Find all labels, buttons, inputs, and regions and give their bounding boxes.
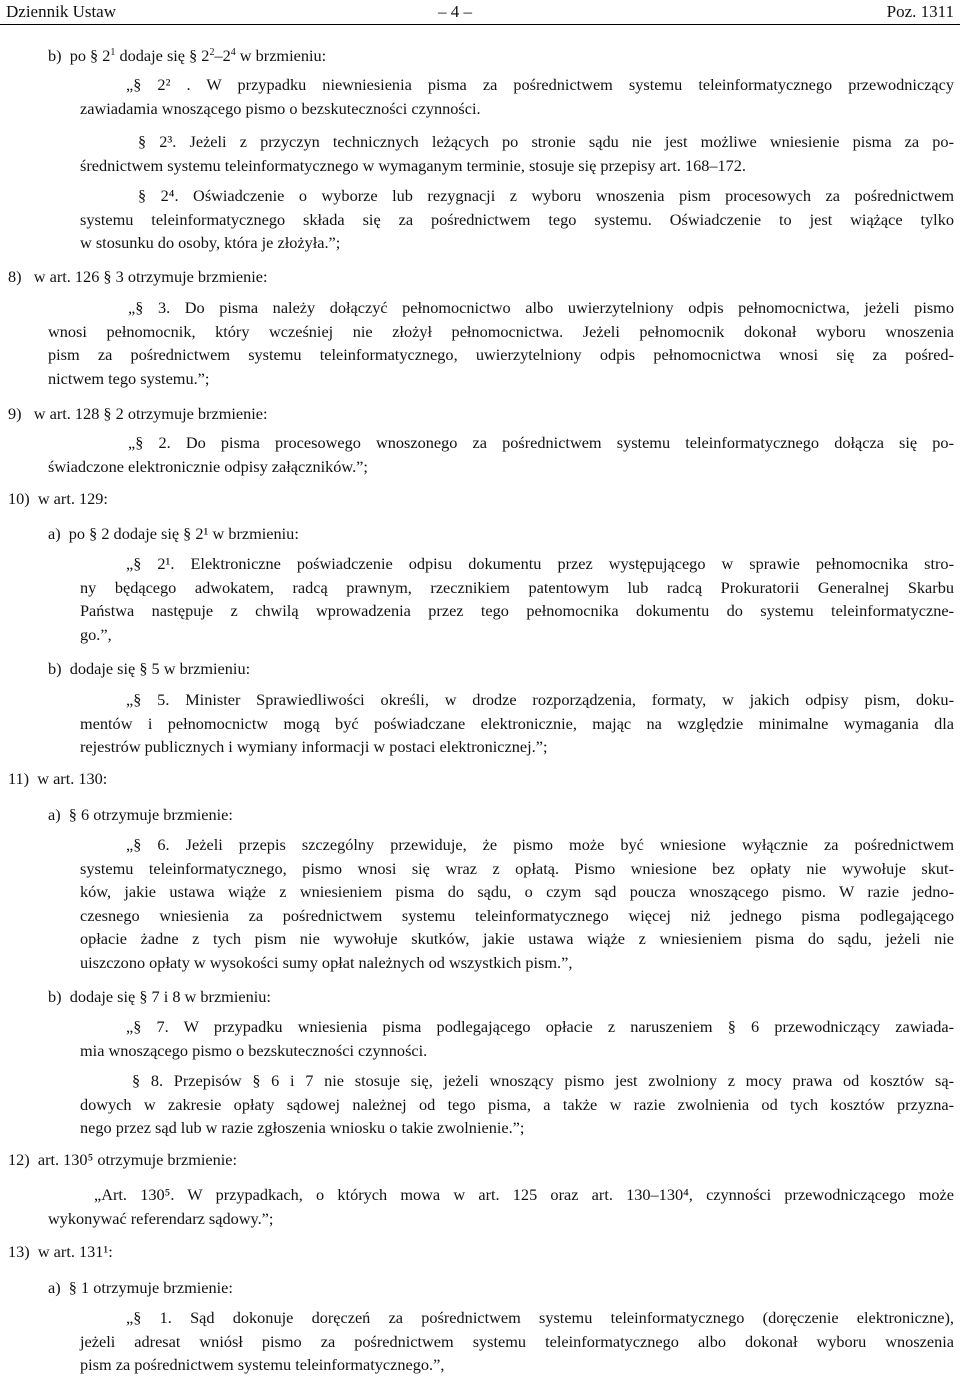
paragraph-art-130-6: „§ 6. Jeżeli przepis szczególny przewiduje, że pismo może być wniesione wyłącznie za pośrednictwem systemu teleinformatycznego, pismo wnosi się wraz z opłatą. Pismo wniesione bez opłaty nie wywołuje skut- ków, jakie ustawa wiąże z wniesieniem pisma do sądu, o czym sąd poucza wnoszącego pismo. W razie jedno- czesnego wniesienia za pośrednictwem systemu teleinformatycznego więcej niż jednego pisma podlegającego opłacie żadne z tych pism nie wywołuje skutków, jakie ustawa wiąże z wniesieniem pisma do sądu, jeżeli nie uiszczono opłaty w wysokości sumy opłat należnych od wszystkich pism.”, <box>80 835 954 972</box>
paragraph-2-3: § 2³. Jeżeli z przyczyn technicznych leżących po stronie sądu nie jest możliwe wniesienie pisma za po- średnictwem systemu teleinformatycznego w wymaganym terminie, stosuje się przepisy art. 168–172. <box>80 132 954 175</box>
paragraph-2-2: „§ 2² . W przypadku niewniesienia pisma za pośrednictwem systemu teleinformatycznego przewodniczący zawiadamia wnoszącego pismo o bezskuteczności czynności. <box>80 75 954 118</box>
paragraph-art-129-5: „§ 5. Minister Sprawiedliwości określi, w drodze rozporządzenia, formaty, w jakich odpisy pism, doku- mentów i pełnomocnictw mogą być poświadczane elektronicznie, mając na względzie minimalne wymagania dla rejestrów publicznych i wymiany informacji w postaci elektronicznej.”; <box>80 690 954 756</box>
paragraph-art-130-7: „§ 7. W przypadku wniesienia pisma podlegającego opłacie z naruszeniem § 6 przewodniczący zawiada- mia wnoszącego pismo o bezskuteczności czynności. <box>80 1017 954 1060</box>
paragraph-art-128: „§ 2. Do pisma procesowego wnoszonego za pośrednictwem systemu teleinformatycznego dołącza się po- świadczone elektronicznie odpisy załączników.”; <box>48 433 954 476</box>
header-journal-title: Dziennik Ustaw <box>6 2 117 21</box>
paragraph-art-130-5: „Art. 130⁵. W przypadkach, o których mowa w art. 125 oraz art. 130–130⁴, czynności przewodniczącego może wykonywać referendarz sądowy.”; <box>48 1185 954 1228</box>
item-13a: a) § 1 otrzymuje brzmienie: <box>48 1278 233 1297</box>
header-position: Poz. 1311 <box>886 2 954 21</box>
item-11a: a) § 6 otrzymuje brzmienie: <box>48 805 233 824</box>
item-10: 10) w art. 129: <box>8 489 108 508</box>
paragraph-art-129-2-1: „§ 2¹. Elektroniczne poświadczenie odpisu dokumentu przez występującego w sprawie pełnomocnika stro- ny będącego adwokatem, radcą prawnym, rzecznikiem patentowym lub radcą Prokuratorii Generalnej Skarbu Państwa następuje z chwilą wprowadzenia przez tego pełnomocnika dokumentu do systemu teleinformatyczne- go.”, <box>80 554 954 644</box>
paragraph-art-130-8: § 8. Przepisów § 6 i 7 nie stosuje się, jeżeli wnoszący pismo jest zwolniony z mocy prawa od kosztów są- dowych w zakresie opłaty sądowej należnej od tego pisma, a także w razie zwolnienia od tych kosztów przyzna- nego przez sąd lub w razie zgłoszenia wniosku o takie zwolnienie.”; <box>80 1071 954 1137</box>
item-12: 12) art. 130⁵ otrzymuje brzmienie: <box>8 1150 238 1169</box>
paragraph-2-4: § 2⁴. Oświadczenie o wyborze lub rezygnacji z wyboru wnoszenia pism procesowych za pośrednictwem systemu teleinformatycznego składa się za pośrednictwem tego systemu. Oświadczenie to jest wiążące tylko w stosunku do osoby, która je złożyła.”; <box>80 186 954 252</box>
item-11: 11) w art. 130: <box>8 769 108 788</box>
paragraph-art-131-1-1: „§ 1. Sąd dokonuje doręczeń za pośrednictwem systemu teleinformatycznego (doręczenie elektroniczne), jeżeli adresat wniósł pismo za pośrednictwem systemu teleinformatycznego albo dokonał wyboru wnoszenia pism za pośrednictwem systemu teleinformatycznego.”, <box>80 1308 954 1374</box>
item-10b: b) dodaje się § 5 w brzmieniu: <box>48 659 251 678</box>
item-9: 9) w art. 128 § 2 otrzymuje brzmienie: <box>8 404 268 423</box>
item-11b: b) dodaje się § 7 i 8 w brzmieniu: <box>48 987 271 1006</box>
page-header <box>0 0 960 25</box>
header-page-number: – 4 – <box>438 2 472 21</box>
item-13: 13) w art. 131¹: <box>8 1242 113 1261</box>
instruction-b-art: b) po § $2^1$ dodaje się § $2^2-2^4$ w brzmieniu: <box>48 46 327 65</box>
paragraph-art-126: „§ 3. Do pisma należy dołączyć pełnomocnictwo albo uwierzytelniony odpis pełnomocnictwa, jeżeli pismo wnosi pełnomocnik, który wcześniej nie złożył pełnomocnictwa. Jeżeli pełnomocnik dokonał wyboru wnoszenia pism za pośrednictwem systemu teleinformatycznego, uwierzytelniony odpis pełnomocnictwa wnosi się za pośred- nictwem tego systemu.”; <box>48 298 954 388</box>
item-8: 8) w art. 126 § 3 otrzymuje brzmienie: <box>8 267 268 286</box>
item-10a: a) po § 2 dodaje się § 2¹ w brzmieniu: <box>48 524 299 543</box>
